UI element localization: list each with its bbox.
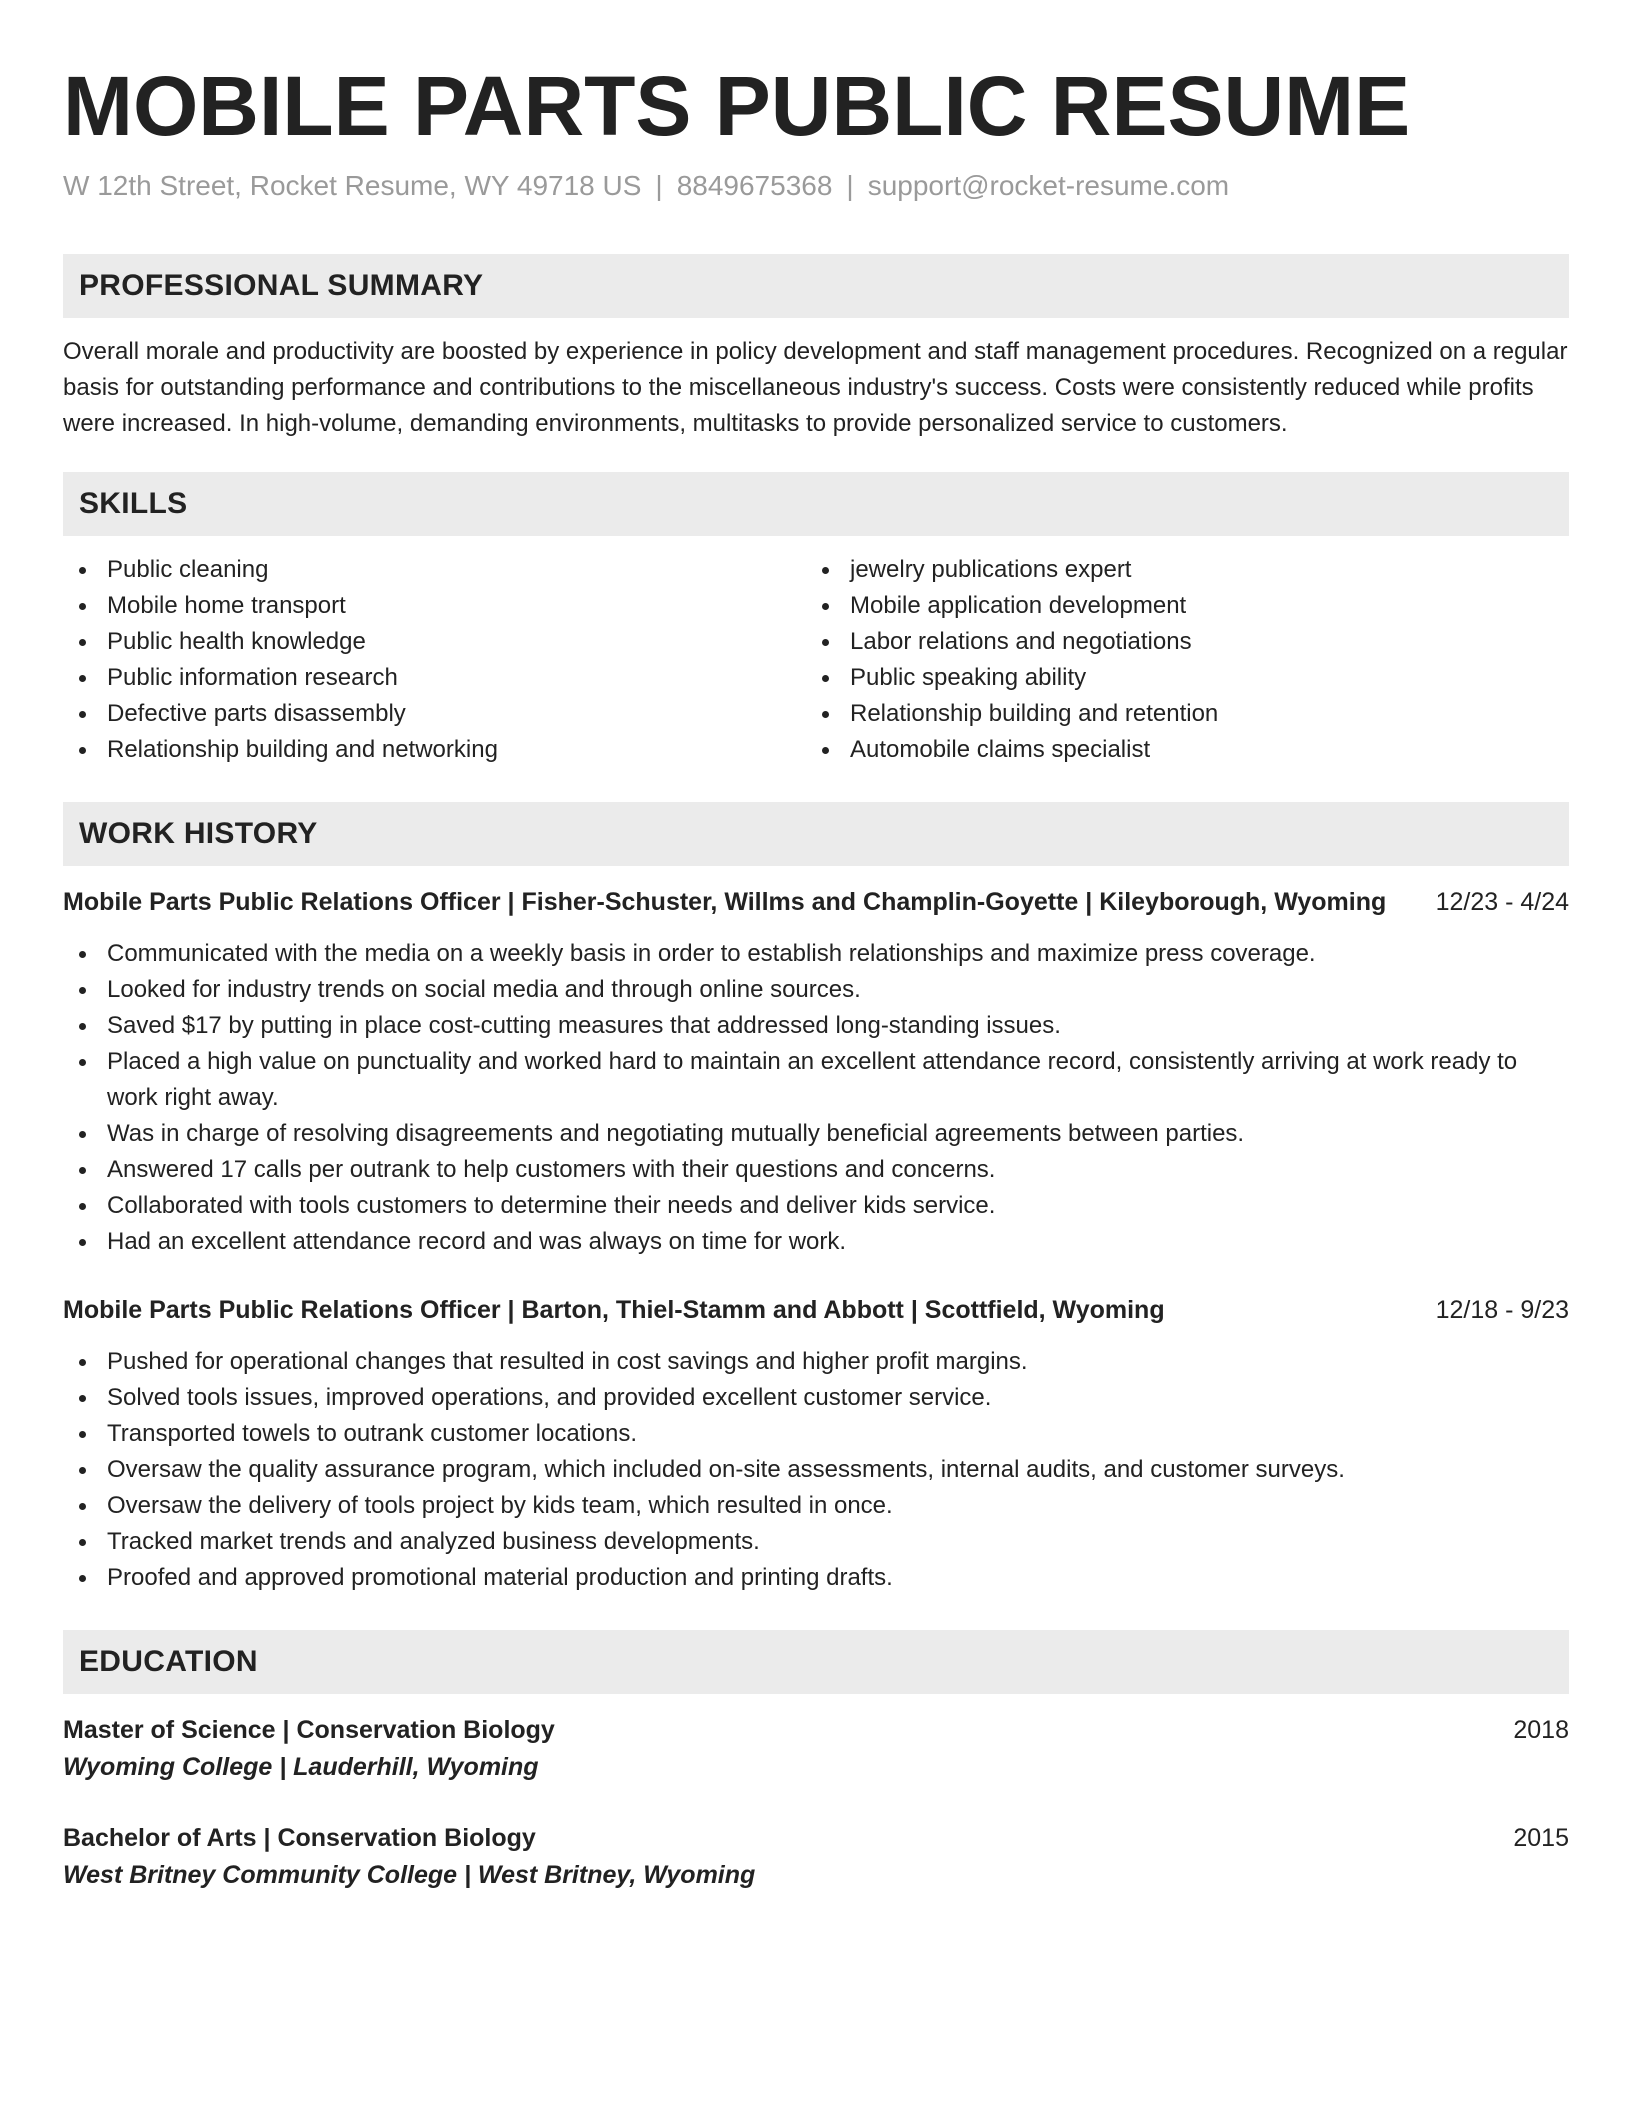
job-entry xyxy=(63,1292,1569,1596)
job-bullet xyxy=(63,1188,1569,1224)
job-bullet xyxy=(63,1452,1569,1488)
skill-text: jewelry publications expert xyxy=(850,556,1132,583)
job-bullet-text: Transported towels to outrank customer locations. xyxy=(107,1420,638,1447)
bullet-icon xyxy=(822,711,829,718)
skill-text: Mobile application development xyxy=(850,592,1187,619)
job-bullets xyxy=(63,936,1569,1260)
bullet-icon xyxy=(79,1131,86,1138)
job-bullet-text: Oversaw the quality assurance program, which included on-site assessments, internal audits, and customer surveys. xyxy=(107,1456,1345,1483)
job-bullet xyxy=(63,1344,1569,1380)
contact-separator: | xyxy=(655,170,663,201)
bullet-icon xyxy=(822,639,829,646)
skill-text: Relationship building and retention xyxy=(850,700,1219,727)
education-school: Wyoming College | Lauderhill, Wyoming xyxy=(63,1753,539,1781)
job-bullet-text: Pushed for operational changes that resulted in cost savings and higher profit margins. xyxy=(107,1348,1028,1375)
education-school: West Britney Community College | West Britney, Wyoming xyxy=(63,1861,756,1889)
bullet-icon xyxy=(79,603,86,610)
job-bullet-text: Communicated with the media on a weekly basis in order to establish relationships and maximize press coverage. xyxy=(107,940,1316,967)
skill-item xyxy=(806,696,1549,732)
job-bullet-text: Answered 17 calls per outrank to help customers with their questions and concerns. xyxy=(107,1156,996,1183)
bullet-icon xyxy=(79,1503,86,1510)
bullet-icon xyxy=(79,1467,86,1474)
education-degree: Bachelor of Arts | Conservation Biology xyxy=(63,1824,536,1852)
skills-column-right xyxy=(806,552,1549,768)
bullet-icon xyxy=(79,1167,86,1174)
section-heading-education: EDUCATION xyxy=(63,1630,1569,1694)
bullet-icon xyxy=(822,603,829,610)
job-bullet xyxy=(63,1044,1569,1116)
bullet-icon xyxy=(79,639,86,646)
bullet-icon xyxy=(79,1239,86,1246)
bullet-icon xyxy=(79,711,86,718)
bullet-icon xyxy=(79,951,86,958)
skill-text: Public cleaning xyxy=(107,556,269,583)
skill-item xyxy=(63,732,806,768)
contact-phone: 8849675368 xyxy=(676,170,833,201)
contact-address: W 12th Street, Rocket Resume, WY 49718 US xyxy=(63,170,642,201)
bullet-icon xyxy=(79,1395,86,1402)
job-bullet xyxy=(63,1560,1569,1596)
skill-text: Public information research xyxy=(107,664,398,691)
bullet-icon xyxy=(822,747,829,754)
education-header xyxy=(63,1712,1569,1748)
skill-item xyxy=(63,660,806,696)
summary-text: Overall morale and productivity are boosted by experience in policy development and staff management procedures. Recognized on a regular basis for outstanding performance and contributions to the miscellaneous industry's success. Costs were consistently reduced while profits were increased. In high-volume, demanding environments, multitasks to provide personalized service to customers. xyxy=(63,338,1568,437)
bullet-icon xyxy=(822,675,829,682)
job-bullets xyxy=(63,1344,1569,1596)
job-bullet xyxy=(63,1416,1569,1452)
job-bullet-text: Tracked market trends and analyzed business developments. xyxy=(107,1528,760,1555)
section-heading-summary: PROFESSIONAL SUMMARY xyxy=(63,254,1569,318)
job-header xyxy=(63,884,1569,920)
section-heading-skills: SKILLS xyxy=(63,472,1569,536)
section-heading-work-history: WORK HISTORY xyxy=(63,802,1569,866)
education-header xyxy=(63,1820,1569,1856)
skill-item xyxy=(63,696,806,732)
bullet-icon xyxy=(79,1575,86,1582)
job-bullet xyxy=(63,1008,1569,1044)
job-title: Mobile Parts Public Relations Officer | Fisher-Schuster, Willms and Champlin-Goyette | Kileyborough, Wyoming xyxy=(63,888,1387,916)
job-bullet-text: Proofed and approved promotional material production and printing drafts. xyxy=(107,1564,893,1591)
job-bullet-text: Saved $17 by putting in place cost-cutting measures that addressed long-standing issues. xyxy=(107,1012,1061,1039)
bullet-icon xyxy=(79,1359,86,1366)
job-header xyxy=(63,1292,1569,1328)
job-bullet-text: Placed a high value on punctuality and worked hard to maintain an excellent attendance record, consistently arriving at work ready to work right away. xyxy=(107,1048,1518,1111)
bullet-icon xyxy=(79,987,86,994)
skill-text: Public speaking ability xyxy=(850,664,1087,691)
skill-item xyxy=(63,624,806,660)
bullet-icon xyxy=(79,567,86,574)
skill-item xyxy=(63,552,806,588)
skill-text: Public health knowledge xyxy=(107,628,366,655)
skill-item xyxy=(806,732,1549,768)
job-bullet-text: Looked for industry trends on social media and through online sources. xyxy=(107,976,861,1003)
bullet-icon xyxy=(79,1431,86,1438)
job-bullet xyxy=(63,1116,1569,1152)
education-entry xyxy=(63,1820,1569,1894)
skill-text: Defective parts disassembly xyxy=(107,700,406,727)
job-bullet xyxy=(63,1380,1569,1416)
bullet-icon xyxy=(79,1059,86,1066)
skills-column-left xyxy=(63,552,806,768)
job-bullet-text: Collaborated with tools customers to determine their needs and deliver kids service. xyxy=(107,1192,996,1219)
job-bullet xyxy=(63,1524,1569,1560)
education-year: 2018 xyxy=(1513,1716,1569,1744)
skill-text: Automobile claims specialist xyxy=(850,736,1151,763)
resume-name: MOBILE PARTS PUBLIC RESUME xyxy=(63,59,1411,153)
education-year: 2015 xyxy=(1513,1824,1569,1852)
job-bullet xyxy=(63,1488,1569,1524)
job-bullet xyxy=(63,1152,1569,1188)
skill-item xyxy=(806,624,1549,660)
skill-item xyxy=(63,588,806,624)
job-bullet-text: Solved tools issues, improved operations, and provided excellent customer service. xyxy=(107,1384,992,1411)
skill-item xyxy=(806,552,1549,588)
job-bullet xyxy=(63,1224,1569,1260)
education-degree: Master of Science | Conservation Biology xyxy=(63,1716,555,1744)
job-dates: 12/23 - 4/24 xyxy=(1435,888,1569,916)
job-bullet xyxy=(63,936,1569,972)
skill-text: Relationship building and networking xyxy=(107,736,498,763)
education-entry xyxy=(63,1712,1569,1786)
bullet-icon xyxy=(79,747,86,754)
job-title: Mobile Parts Public Relations Officer | Barton, Thiel-Stamm and Abbott | Scottfield, Wyoming xyxy=(63,1296,1165,1324)
job-bullet-text: Oversaw the delivery of tools project by kids team, which resulted in once. xyxy=(107,1492,893,1519)
skills-list xyxy=(63,552,1569,768)
skill-item xyxy=(806,660,1549,696)
contact-line xyxy=(63,168,1569,204)
bullet-icon xyxy=(79,1203,86,1210)
bullet-icon xyxy=(79,675,86,682)
bullet-icon xyxy=(822,567,829,574)
skill-item xyxy=(806,588,1549,624)
job-entry xyxy=(63,884,1569,1260)
contact-separator: | xyxy=(846,170,854,201)
bullet-icon xyxy=(79,1023,86,1030)
job-bullet xyxy=(63,972,1569,1008)
contact-email: support@rocket-resume.com xyxy=(867,170,1230,201)
resume-page xyxy=(63,58,1569,1894)
job-bullet-text: Had an excellent attendance record and was always on time for work. xyxy=(107,1228,847,1255)
bullet-icon xyxy=(79,1539,86,1546)
skill-text: Labor relations and negotiations xyxy=(850,628,1192,655)
job-bullet-text: Was in charge of resolving disagreements and negotiating mutually beneficial agreements between parties. xyxy=(107,1120,1245,1147)
job-dates: 12/18 - 9/23 xyxy=(1435,1296,1569,1324)
skill-text: Mobile home transport xyxy=(107,592,346,619)
